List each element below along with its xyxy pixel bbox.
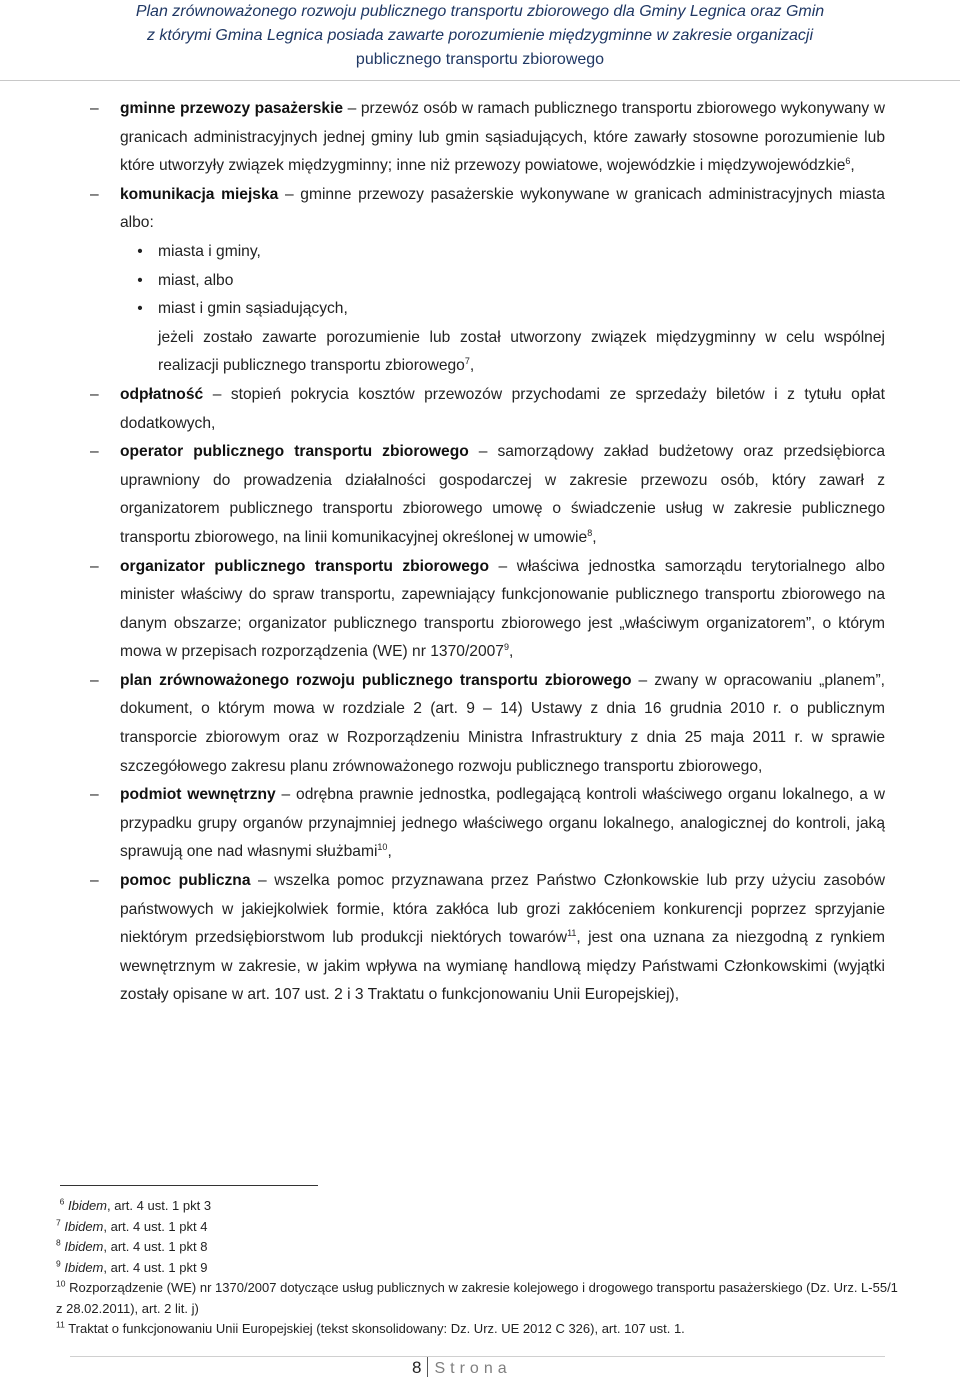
footnote-11: $^{11}$ Traktat o funkcjonowaniu Unii Europejskiej (tekst skonsolidowany: Dz. Urz. UE 2012 C 326), art. 107 ust. 1.	[56, 1319, 685, 1336]
definition-organizator	[90, 553, 885, 667]
dash-marker: –	[90, 443, 99, 461]
dash-marker: –	[90, 557, 99, 575]
dash-marker: –	[90, 100, 99, 117]
dash-marker: –	[90, 786, 99, 804]
footnote-ref[interactable]: 7	[464, 356, 470, 367]
definition-text: gminne przewozy pasażerskie – przewóz osób w ramach publicznego transportu zbiorowego wykonywany w granicach administracyjnych jednej gminy lub gmin sąsiadujących, które zawarły stosowne porozumienie lub które utworzyły związek międzygminny; inne niż przewozy powiatowe, wojewódzkie i międzywojewódzkie$^6$,	[120, 100, 885, 175]
footnote-ref[interactable]: 9	[503, 642, 509, 653]
bullet-icon: •	[137, 300, 143, 318]
bullet-list	[120, 238, 885, 324]
footnote-7: $^7$ Ibidem, art. 4 ust. 1 pkt 4	[56, 1217, 208, 1234]
definition-term: podmiot wewnętrzny	[120, 786, 276, 804]
definition-text: pomoc publiczna – wszelka pomoc przyznawana przez Państwo Członkowskie lub przy użyciu zasobów państwowych w jakiejkolwiek formie, która zakłóca lub grozi zakłóceniem konkurencji poprzez sprzyjanie niektórym przedsiębiorstwom lub produkcji niektórych towarów$^{11}$, jest ona uznana za niezgodną z rynkiem wewnętrznym w zakresie, w jakim wpływa na wymianę handlową między Państwami Członkowskimi (wyjątki zostały opisane w art. 107 ust. 2 i 3 Traktatu o funkcjonowaniu Unii Europejskiej),	[120, 872, 885, 1004]
page-header	[0, 0, 960, 80]
footer-separator	[427, 1357, 428, 1377]
definition-term: odpłatność	[120, 385, 204, 403]
list-item: • miast i gmin sąsiadujących,	[130, 295, 885, 324]
footnote-10: $^{10}$ Rozporządzenie (WE) nr 1370/2007 dotyczące usług publicznych w zakresie kolejowego i drogowego transportu pasażerskiego (Dz. Urz. L-55/1 z 28.02.2011), art. 2 lit. j)	[56, 1278, 898, 1316]
page-number: 8	[412, 1358, 422, 1377]
header-divider	[0, 80, 960, 81]
dash-marker: –	[90, 671, 99, 689]
footnote-6: $^6$ Ibidem, art. 4 ust. 1 pkt 3	[59, 1196, 212, 1213]
definition-gminne-przewozy	[90, 95, 885, 181]
definition-term: plan zrównoważonego rozwoju publicznego transportu zbiorowego	[120, 671, 632, 689]
document-body	[90, 95, 885, 1010]
list-item: • miasta i gminy,	[130, 238, 885, 267]
definition-text: plan zrównoważonego rozwoju publicznego transportu zbiorowego – zwany w opracowaniu „planem”, dokument, o którym mowa w rozdziale 2 (art. 9 – 14) Ustawy z dnia 16 grudnia 2010 r. o publicznym transporcie zbiorowym oraz w Rozporządzeniu Ministra Infrastruktury z dnia 25 maja 2011 r. w sprawie szczegółowego zakresu planu zrównoważonego rozwoju publicznego transportu zbiorowego,	[120, 671, 885, 775]
footnote-ref[interactable]: 8	[587, 527, 593, 538]
header-line-2: z którymi Gmina Legnica posiada zawarte porozumienie międzygminne w zakresie organizacji	[146, 27, 814, 44]
definition-pomoc-publiczna	[90, 867, 885, 1010]
footnote-separator	[60, 1185, 318, 1186]
definition-operator	[90, 438, 885, 552]
dash-marker: –	[90, 385, 99, 403]
definition-term: pomoc publiczna	[120, 872, 251, 890]
definition-komunikacja-miejska	[90, 181, 885, 381]
page-label: Strona	[434, 1360, 512, 1377]
footnote-9: $^9$ Ibidem, art. 4 ust. 1 pkt 9	[56, 1258, 208, 1275]
definition-odplatnosc	[90, 381, 885, 438]
header-line-3: publicznego transportu zbiorowego	[355, 51, 605, 68]
page-footer	[412, 1356, 512, 1380]
bullet-icon: •	[137, 242, 143, 260]
definition-text: komunikacja miejska – gminne przewozy pasażerskie wykonywane w granicach administracyjnych miasta albo:	[120, 185, 885, 232]
definition-term: operator publicznego transportu zbiorowego	[120, 443, 469, 461]
definition-plan	[90, 667, 885, 781]
definition-text: podmiot wewnętrzny – odrębna prawnie jednostka, podlegającą kontroli właściwego organu lokalnego, a w przypadku grupy organów przynajmniej jednego właściwego organu lokalnego, analogicznej do kontroli, jaką sprawują one nad własnymi służbami$^{10}$,	[120, 786, 885, 861]
definition-term: organizator publicznego transportu zbiorowego	[120, 557, 489, 575]
definition-text: operator publicznego transportu zbiorowego – samorządowy zakład budżetowy oraz przedsiębiorca uprawniony do prowadzenia działalności gospodarczej w zakresie przewozu osób, który zawarł z organizatorem publicznego transportu zbiorowego umowę o świadczenie usług w zakresie publicznego transportu zbiorowego, na linii komunikacyjnej określonej w umowie$^8$,	[120, 443, 885, 546]
footnotes	[56, 1196, 906, 1340]
footnote-8: $^8$ Ibidem, art. 4 ust. 1 pkt 8	[56, 1237, 208, 1254]
footnote-ref[interactable]: 10	[377, 842, 388, 853]
list-item: • miast, albo	[130, 267, 885, 296]
definition-text: organizator publicznego transportu zbiorowego – właściwa jednostka samorządu terytorialnego albo minister właściwy do spraw transportu, zapewniający funkcjonowanie publicznego transportu zbiorowego na danym obszarze; organizator publicznego transportu zbiorowego jest „właściwym organizatorem”, o którym mowa w przepisach rozporządzenia (WE) nr 1370/2007$^9$,	[120, 557, 885, 661]
dash-marker: –	[90, 185, 99, 203]
definition-podmiot-wewnetrzny	[90, 781, 885, 867]
definition-term: komunikacja miejska	[120, 185, 279, 203]
definition-text: odpłatność – stopień pokrycia kosztów przewozów przychodami ze sprzedaży biletów i z tytułu opłat dodatkowych,	[120, 385, 885, 432]
footnote-ref[interactable]: 6	[845, 156, 851, 166]
definition-continuation: jeżeli zostało zawarte porozumienie lub został utworzony związek międzygminny w celu wspólnej realizacji publicznego transportu zbiorowego$^7$,	[158, 328, 885, 375]
footnote-ref[interactable]: 11	[567, 928, 577, 939]
bullet-icon: •	[137, 271, 143, 289]
dash-marker: –	[90, 872, 99, 890]
header-line-1: Plan zrównoważonego rozwoju publicznego transportu zbiorowego dla Gminy Legnica oraz Gmin	[135, 3, 825, 20]
definition-term: gminne przewozy pasażerskie	[120, 100, 344, 117]
